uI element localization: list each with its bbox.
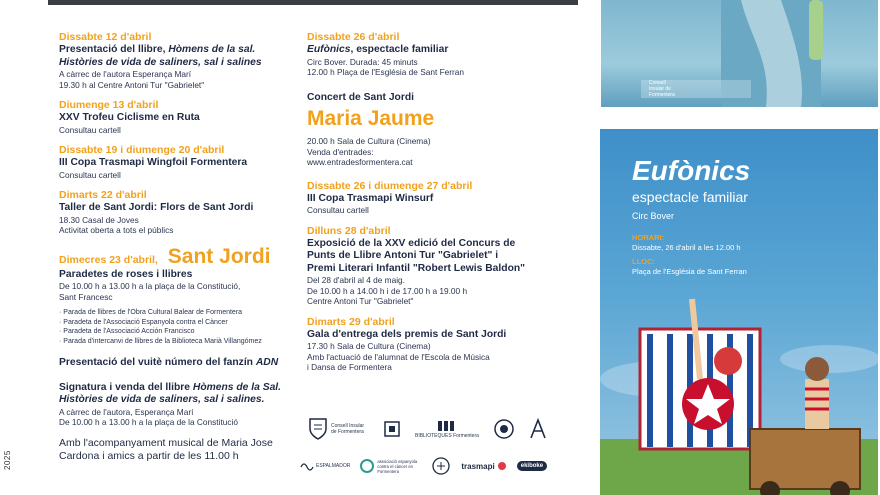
book-title: Hòmens de la sal. bbox=[168, 44, 256, 55]
libraries-logo: BIBLIOTEQUES Formentera bbox=[415, 419, 479, 439]
event-title-text: , espectacle familiar bbox=[350, 44, 449, 55]
event-detail: De 10.00 h a 14.00 h i de 17.00 h a 19.00 h bbox=[307, 285, 468, 296]
book-title: Hòmens de la Sal. bbox=[192, 381, 282, 393]
poster-top-cropped bbox=[601, 0, 878, 107]
event-detail: 17.30 h Sala de Cultura (Cinema) bbox=[307, 341, 431, 351]
event-13-april bbox=[59, 99, 294, 135]
ticket-url: www.entradesformentera.cat bbox=[307, 157, 413, 167]
event-music bbox=[59, 437, 294, 463]
event-19-20-april bbox=[59, 144, 294, 180]
circle-emblem-logo bbox=[431, 456, 451, 476]
event-title: Concert de Sant Jordi bbox=[307, 91, 414, 103]
event-title: Cardona i amics a partir de les 11.00 h bbox=[59, 449, 239, 462]
event-detail: De 10.00 h a 13.00 h a la plaça de la Constitució bbox=[59, 417, 238, 428]
show-name: Eufònics bbox=[307, 44, 351, 55]
event-title bbox=[59, 357, 294, 370]
event-detail: A càrrec de l'autora Esperança Marí bbox=[59, 69, 192, 79]
event-29-april bbox=[307, 316, 542, 373]
round-seal-icon bbox=[493, 418, 515, 440]
event-title: XXV Trofeu Ciclisme en Ruta bbox=[59, 112, 200, 123]
sant-jordi-title: Sant Jordi bbox=[167, 244, 271, 268]
event-26-27-april bbox=[307, 180, 542, 216]
event-date: Dissabte 19 i diumenge 20 d'abril bbox=[59, 144, 225, 156]
poster-horari: Dissabte, 26 d'abril a les 12.00 h bbox=[632, 243, 741, 252]
ekiboke-logo: ekiboke bbox=[517, 461, 547, 471]
culture-logo bbox=[383, 420, 401, 438]
event-detail: A càrrec de l'autora, Esperança Marí bbox=[59, 406, 194, 417]
letter-a-icon bbox=[529, 418, 547, 440]
shield-icon bbox=[308, 417, 328, 441]
event-detail: Consultau cartell bbox=[59, 124, 121, 135]
trasmapi-logo: trasmapi bbox=[461, 461, 506, 471]
fanzine-name: ADN bbox=[255, 357, 279, 369]
books-icon bbox=[436, 419, 458, 433]
poster-title: Eufònics bbox=[632, 155, 751, 186]
event-title: Premi Literari Infantil "Robert Lewis Baldon" bbox=[307, 262, 526, 274]
event-detail: Sant Francesc bbox=[59, 291, 113, 302]
event-date: Dimarts 22 d'abril bbox=[59, 189, 147, 201]
event-detail: Consultau cartell bbox=[59, 169, 121, 180]
event-title bbox=[59, 382, 294, 395]
event-title: Gala d'entrega dels premis de Sant Jordi bbox=[307, 328, 507, 340]
events-middle-column bbox=[307, 31, 542, 382]
event-26-april-eufonics bbox=[307, 31, 542, 78]
espalmador-logo: ESPALMADOR bbox=[300, 461, 350, 471]
list-item: · Paradeta de l'Associació Espanyola contra el Càncer bbox=[59, 318, 294, 328]
poster-horari-label: HORARI: bbox=[632, 233, 665, 242]
circle-emblem-icon bbox=[431, 456, 451, 476]
event-title: Exposició de la XXV edició del Concurs de bbox=[307, 237, 516, 249]
event-date: Dimarts 29 d'abril bbox=[307, 315, 395, 328]
event-title: Punts de Llibre Antoni Tur "Gabrielet" i bbox=[307, 250, 499, 261]
event-date: Dilluns 28 d'abril bbox=[307, 224, 391, 237]
artist-name: Maria Jaume bbox=[307, 107, 435, 130]
list-item: · Parada de llibres de l'Obra Cultural Balear de Formentera bbox=[59, 308, 294, 318]
event-detail: 18.30 Casal de Joves bbox=[59, 214, 139, 225]
event-detail: Del 28 d'abril al 4 de maig. bbox=[307, 275, 405, 285]
poster-company: Circ Bover bbox=[632, 211, 675, 221]
event-detail: Activitat oberta a tots el públics bbox=[59, 225, 174, 235]
event-title: Taller de Sant Jordi: Flors de Sant Jordi bbox=[59, 202, 254, 213]
event-detail: De 10.00 h a 13.00 h a la plaça de la Constitució, bbox=[59, 281, 241, 291]
poster-top-logo-text: Consell Insular de Formentera bbox=[649, 80, 675, 98]
event-date: Dissabte 26 i diumenge 27 d'abril bbox=[307, 179, 473, 192]
poster-lloc: Plaça de l'Església de Sant Ferran bbox=[632, 267, 747, 276]
event-title bbox=[307, 44, 542, 57]
event-detail: Venda d'entrades: bbox=[307, 146, 374, 157]
book-subtitle: Històries de vida de saliners, sal i salines bbox=[59, 56, 262, 68]
sponsor-logos-row-2 bbox=[300, 456, 547, 476]
event-book-signing bbox=[59, 382, 294, 428]
event-title: Paradetes de roses i llibres bbox=[59, 268, 193, 280]
event-12-april bbox=[59, 31, 294, 90]
event-date: Dissabte 26 d'abril bbox=[307, 31, 400, 43]
eufonics-poster bbox=[600, 129, 878, 495]
event-title-text: Signatura i venda del llibre bbox=[59, 381, 193, 393]
event-date: Dimecres 23 d'abril, bbox=[59, 253, 158, 266]
event-detail: 20.00 h Sala de Cultura (Cinema) bbox=[307, 136, 431, 146]
letter-logo bbox=[529, 418, 547, 440]
top-dark-bar bbox=[48, 0, 578, 5]
event-title: Amb l'acompanyament musical de Maria Jose bbox=[59, 436, 273, 449]
list-item: · Paradeta de l'Associació Acción Francisco bbox=[59, 327, 294, 337]
square-emblem-icon bbox=[383, 420, 401, 438]
stall-list bbox=[59, 308, 294, 346]
event-date: Dissabte 12 d'abril bbox=[59, 31, 152, 43]
event-detail: Centre Antoni Tur "Gabrielet" bbox=[307, 296, 414, 306]
poster-lloc-label: LLOC: bbox=[632, 257, 655, 266]
list-item: · Parada d'intercanvi de llibres de la Biblioteca Marià Villangómez bbox=[59, 337, 294, 347]
event-title: III Copa Trasmapi Winsurf bbox=[307, 192, 434, 204]
events-left-column bbox=[59, 31, 294, 472]
event-title: III Copa Trasmapi Wingfoil Formentera bbox=[59, 157, 248, 168]
side-year: 2025 bbox=[3, 450, 12, 470]
event-fanzine bbox=[59, 357, 294, 370]
trasmapi-mark-icon bbox=[497, 461, 507, 471]
book-subtitle: Històries de vida de saliners, sal i salines. bbox=[59, 394, 265, 406]
event-22-april bbox=[59, 189, 294, 236]
event-title-text: Presentació del vuitè número del fanzín bbox=[59, 357, 256, 369]
poster-illustration bbox=[601, 0, 878, 107]
event-title-text: Presentació del llibre, bbox=[59, 44, 169, 55]
event-date: Diumenge 13 d'abril bbox=[59, 99, 159, 111]
sponsor-logos-row-1 bbox=[308, 417, 547, 441]
event-28-april bbox=[307, 225, 542, 307]
sant-jordi-heading bbox=[59, 245, 294, 269]
event-detail: Circ Bover. Durada: 45 minuts bbox=[307, 56, 418, 67]
consell-logo: Consell Insular de Formentera bbox=[308, 417, 369, 441]
wave-icon bbox=[300, 461, 314, 471]
event-title bbox=[59, 44, 294, 57]
event-23-april bbox=[59, 245, 294, 347]
aecc-icon bbox=[360, 459, 374, 473]
event-concert bbox=[307, 92, 542, 168]
event-detail: Consultau cartell bbox=[307, 205, 369, 215]
aecc-logo: associació espanyola contra el càncer en Formentera bbox=[360, 459, 421, 474]
poster-subtitle: espectacle familiar bbox=[632, 189, 748, 205]
event-detail: i Dansa de Formentera bbox=[307, 362, 392, 372]
round-seal-logo bbox=[493, 418, 515, 440]
event-detail: 19.30 h al Centre Antoni Tur "Gabrielet" bbox=[59, 79, 205, 90]
event-detail: Amb l'actuació de l'alumnat de l'Escola de Música bbox=[307, 351, 490, 362]
event-detail: 12.00 h Plaça de l'Església de Sant Ferran bbox=[307, 67, 465, 77]
